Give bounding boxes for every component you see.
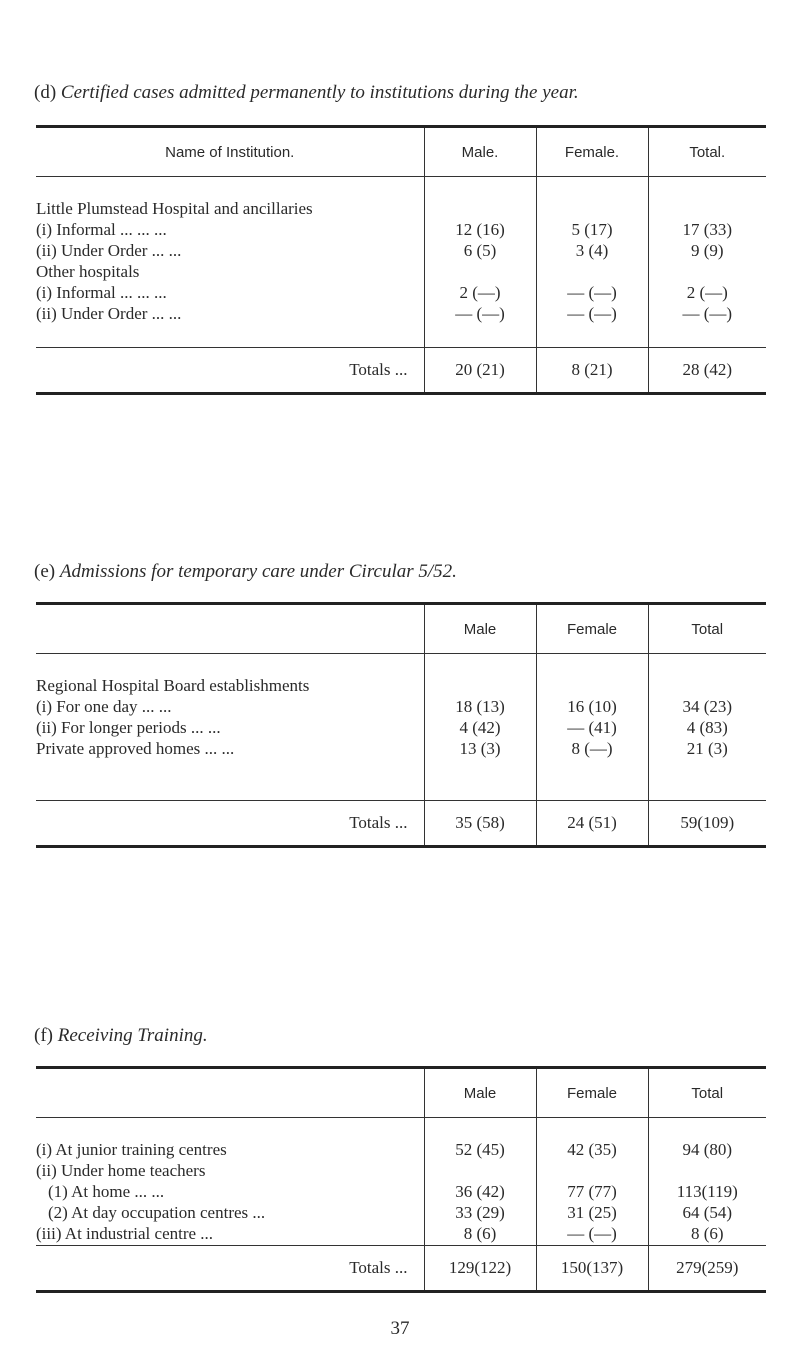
header-male: Male [424, 1068, 536, 1118]
row-male [424, 1161, 536, 1182]
header-total: Total. [648, 127, 766, 177]
table-row [36, 241, 766, 262]
header-male: Male. [424, 127, 536, 177]
totals-female: 150(137) [536, 1246, 648, 1292]
totals-male: 129(122) [424, 1246, 536, 1292]
row-female: — (—) [536, 1224, 648, 1246]
table-row [36, 676, 766, 697]
row-name: (ii) For longer periods ... ... [36, 718, 221, 737]
table-row [36, 697, 766, 718]
section-e-title [34, 561, 457, 583]
section-d-heading: Certified cases admitted permanently to institutions during the year. [60, 82, 579, 103]
row-male: 33 (29) [424, 1203, 536, 1224]
row-female: 42 (35) [536, 1140, 648, 1161]
header-name [36, 604, 424, 654]
table-row [36, 1224, 766, 1246]
row-name: (ii) Under Order ... ... [36, 304, 182, 323]
row-total: 9 (9) [648, 241, 766, 262]
totals-row [36, 801, 766, 847]
totals-row [36, 348, 766, 394]
row-name: (2) At day occupation centres ... [48, 1203, 266, 1222]
row-name: (i) Informal ... ... ... [36, 283, 167, 302]
header-total: Total [648, 604, 766, 654]
totals-total: 28 (42) [648, 348, 766, 394]
row-female: — (41) [536, 718, 648, 739]
table-header-row [36, 127, 766, 177]
page-number: 37 [390, 1318, 410, 1339]
row-female: — (—) [536, 283, 648, 304]
row-female [536, 1161, 648, 1182]
totals-label: Totals ... [36, 1246, 424, 1292]
row-male: 36 (42) [424, 1182, 536, 1203]
row-total: 113(119) [648, 1182, 766, 1203]
table-row [36, 1161, 766, 1182]
row-male: — (—) [424, 304, 536, 325]
table-row [36, 283, 766, 304]
row-name: Other hospitals [36, 262, 140, 281]
totals-label: Totals ... [36, 801, 424, 847]
totals-male: 35 (58) [424, 801, 536, 847]
section-f-title [34, 1025, 208, 1047]
table-e [36, 602, 766, 848]
header-total: Total [648, 1068, 766, 1118]
row-male: 8 (6) [424, 1224, 536, 1246]
totals-total: 59(109) [648, 801, 766, 847]
row-female [536, 676, 648, 697]
row-male: 2 (—) [424, 283, 536, 304]
row-total: 34 (23) [648, 697, 766, 718]
section-e-heading-tail: Circular 5/52. [348, 561, 457, 582]
row-name: (1) At home ... ... [48, 1182, 165, 1201]
table-row [36, 739, 766, 760]
row-female: — (—) [536, 304, 648, 325]
row-female: 3 (4) [536, 241, 648, 262]
row-total: 64 (54) [648, 1203, 766, 1224]
row-name: (iii) At industrial centre ... [36, 1224, 214, 1243]
row-male [424, 676, 536, 697]
row-name: (i) Informal ... ... ... [36, 220, 167, 239]
row-name: Regional Hospital Board establishments [36, 676, 310, 695]
row-name: (ii) Under home teachers [36, 1161, 206, 1180]
row-name: Private approved homes ... ... [36, 739, 235, 758]
table-row [36, 304, 766, 325]
row-male: 12 (16) [424, 220, 536, 241]
table-row [36, 220, 766, 241]
table-row [36, 1140, 766, 1161]
section-e-heading: Admissions for temporary care under [59, 561, 345, 582]
row-total: 94 (80) [648, 1140, 766, 1161]
table-row [36, 1182, 766, 1203]
header-name [36, 1068, 424, 1118]
table-header-row [36, 1068, 766, 1118]
totals-label: Totals ... [36, 348, 424, 394]
table-header-row [36, 604, 766, 654]
row-total: 8 (6) [648, 1224, 766, 1246]
row-name: Little Plumstead Hospital and ancillaries [36, 199, 313, 218]
row-male: 52 (45) [424, 1140, 536, 1161]
row-total: — (—) [648, 304, 766, 325]
section-f-heading: Receiving Training. [57, 1025, 208, 1046]
row-female [536, 262, 648, 283]
row-name: (ii) Under Order ... ... [36, 241, 182, 260]
header-female: Female. [536, 127, 648, 177]
row-total [648, 199, 766, 220]
row-male [424, 199, 536, 220]
totals-female: 8 (21) [536, 348, 648, 394]
section-e-label: (e) [34, 561, 56, 582]
header-name: Name of Institution. [36, 127, 424, 177]
row-name: (i) For one day ... ... [36, 697, 172, 716]
row-female: 8 (—) [536, 739, 648, 760]
row-female: 77 (77) [536, 1182, 648, 1203]
totals-row [36, 1246, 766, 1292]
row-female: 16 (10) [536, 697, 648, 718]
header-female: Female [536, 604, 648, 654]
totals-male: 20 (21) [424, 348, 536, 394]
section-d-label: (d) [34, 82, 57, 103]
row-male: 6 (5) [424, 241, 536, 262]
totals-female: 24 (51) [536, 801, 648, 847]
row-total [648, 1161, 766, 1182]
totals-total: 279(259) [648, 1246, 766, 1292]
table-row [36, 199, 766, 220]
row-female: 5 (17) [536, 220, 648, 241]
row-male: 13 (3) [424, 739, 536, 760]
row-male [424, 262, 536, 283]
row-name: (i) At junior training centres [36, 1140, 227, 1159]
table-row [36, 718, 766, 739]
row-total: 21 (3) [648, 739, 766, 760]
header-male: Male [424, 604, 536, 654]
section-f-label: (f) [34, 1025, 53, 1046]
row-male: 18 (13) [424, 697, 536, 718]
table-f [36, 1066, 766, 1293]
row-total: 4 (83) [648, 718, 766, 739]
section-d-title [34, 82, 579, 104]
row-total: 2 (—) [648, 283, 766, 304]
header-female: Female [536, 1068, 648, 1118]
row-total: 17 (33) [648, 220, 766, 241]
row-total [648, 676, 766, 697]
row-female [536, 199, 648, 220]
row-male: 4 (42) [424, 718, 536, 739]
table-row [36, 262, 766, 283]
table-d [36, 125, 766, 395]
row-total [648, 262, 766, 283]
row-female: 31 (25) [536, 1203, 648, 1224]
table-row [36, 1203, 766, 1224]
